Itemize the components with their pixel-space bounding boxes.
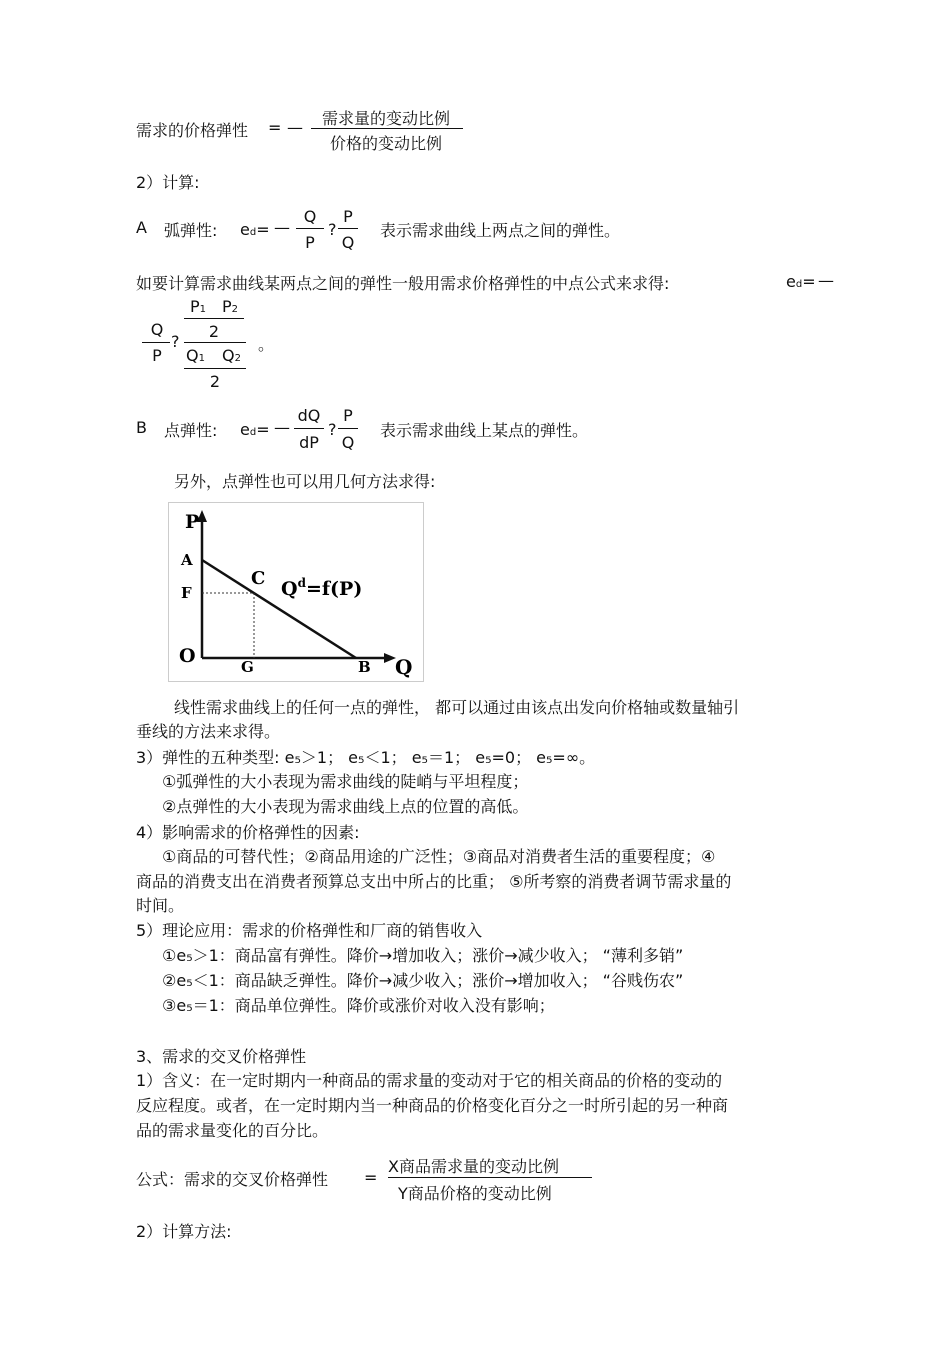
factors-heading: 4）影响需求的价格弹性的因素:	[136, 823, 360, 842]
arc-minus: —	[274, 218, 290, 237]
equals-sign: =	[268, 118, 282, 137]
demand-curve-graph	[168, 502, 424, 682]
point-a-label: A	[181, 551, 193, 569]
calc-heading: 2）计算:	[136, 173, 200, 192]
mid-q: Q	[150, 320, 164, 339]
cross-elasticity-heading: 3、需求的交叉价格弹性	[136, 1047, 307, 1066]
arc-q-numerator: Q	[303, 207, 317, 226]
point-c-label: C	[251, 568, 266, 589]
mid-minus: —	[818, 271, 834, 290]
p-axis-label: P	[185, 511, 200, 533]
geometric-method-text: 另外，点弹性也可以用几何方法求得:	[174, 472, 436, 491]
point-g-label: G	[241, 658, 254, 676]
fraction-line	[294, 428, 324, 429]
arc-e-symbol: ed=	[240, 220, 270, 239]
arc-p-denominator: P	[305, 233, 315, 252]
fraction-denominator: 价格的变动比例	[329, 134, 442, 153]
fraction-line	[311, 128, 463, 129]
fraction-numerator: 需求量的变动比例	[321, 109, 450, 128]
point-e-symbol: ed=	[240, 420, 270, 439]
arc-label: A	[136, 218, 147, 237]
calc-method-heading: 2）计算方法:	[136, 1222, 232, 1241]
fraction-line	[338, 428, 358, 429]
factors-line1: ①商品的可替代性；②商品用途的广泛性；③商品对消费者生活的重要程度；④	[162, 847, 716, 866]
mid-end-mark: 。	[258, 335, 275, 354]
fraction-line	[338, 228, 358, 229]
q-axis-label: Q	[395, 655, 413, 679]
application-heading: 5）理论应用：需求的价格弹性和厂商的销售收入	[136, 921, 483, 940]
cross-equals: =	[364, 1168, 378, 1187]
mid-p: P	[152, 346, 162, 365]
cross-definition-line2: 反应程度。或者，在一定时期内当一种商品的价格变化百分之一时所引起的另一种商	[136, 1096, 729, 1115]
origin-label: O	[179, 645, 196, 667]
mid-q2: Q2	[222, 346, 241, 365]
cross-definition-line1: 1）含义：在一定时期内一种商品的需求量的变动对于它的相关商品的价格的变动的	[136, 1071, 723, 1090]
fraction-line	[388, 1177, 592, 1178]
point-name: 点弹性:	[164, 421, 218, 440]
fraction-line	[142, 342, 170, 343]
point-b-label: B	[358, 658, 371, 676]
application-item-1: ①e₅＞1：商品富有弹性。降价→增加收入；涨价→减少收入； “薄利多销”	[162, 946, 684, 965]
arc-p-numerator: P	[343, 207, 353, 226]
types-item-1: ①弧弹性的大小表现为需求曲线的陡峭与平坦程度；	[162, 772, 529, 791]
midpoint-text: 如要计算需求曲线某两点之间的弹性一般用需求价格弹性的中点公式来求得:	[136, 274, 670, 293]
factors-line2: 商品的消费支出在消费者预算总支出中所占的比重； ⑤所考察的消费者调节需求量的	[136, 872, 732, 891]
mid-q1: Q1	[186, 346, 205, 365]
point-dq: dQ	[297, 406, 321, 425]
cross-numerator: X商品需求量的变动比例	[388, 1157, 559, 1176]
linear-line1: 线性需求曲线上的任何一点的弹性， 都可以通过由该点出发向价格轴或数量轴引	[174, 698, 740, 717]
fraction-line	[184, 318, 244, 319]
factors-line3: 时间。	[136, 896, 185, 915]
point-minus: —	[274, 418, 290, 437]
point-p-numerator: P	[343, 406, 353, 425]
fraction-line	[296, 228, 324, 229]
cross-denominator: Y商品价格的变动比例	[398, 1184, 552, 1203]
point-q-denominator: Q	[341, 433, 355, 452]
linear-line2: 垂线的方法来求得。	[136, 722, 281, 741]
fraction-line	[184, 342, 246, 343]
mid-times: ?	[171, 332, 180, 351]
mid-p2: P2	[222, 297, 239, 316]
application-item-2: ②e₅＜1：商品缺乏弹性。降价→减少收入；涨价→增加收入； “谷贱伤农”	[162, 971, 684, 990]
point-times: ?	[328, 420, 337, 439]
application-item-3: ③e₅＝1：商品单位弹性。降价或涨价对收入没有影响；	[162, 996, 555, 1015]
arc-q-denominator: Q	[341, 233, 355, 252]
point-label: B	[136, 418, 147, 437]
point-f-label: F	[181, 584, 192, 602]
arc-description: 表示需求曲线上两点之间的弹性。	[380, 221, 621, 240]
demand-function: $Q^d=f(P)$	[281, 576, 363, 600]
fraction-line	[184, 368, 246, 369]
cross-definition-line3: 品的需求量变化的百分比。	[136, 1121, 329, 1140]
arc-name: 弧弹性:	[164, 221, 218, 240]
types-heading: 3）弹性的五种类型: e₅＞1； e₅＜1； e₅＝1； e₅=0； e₅=∞。	[136, 748, 596, 767]
elasticity-label: 需求的价格弹性	[136, 121, 249, 140]
mid-e-symbol: ed=	[786, 272, 816, 291]
mid-div-2: 2	[209, 372, 221, 391]
types-item-2: ②点弹性的大小表现为需求曲线上点的位置的高低。	[162, 797, 529, 816]
minus-sign: —	[287, 118, 303, 137]
cross-formula-label: 公式：需求的交叉价格弹性	[136, 1170, 329, 1189]
point-description: 表示需求曲线上某点的弹性。	[380, 421, 589, 440]
arc-times: ?	[328, 220, 337, 239]
mid-div-2: 2	[208, 322, 220, 341]
mid-p1: P1	[190, 297, 207, 316]
point-dp: dP	[299, 433, 319, 452]
